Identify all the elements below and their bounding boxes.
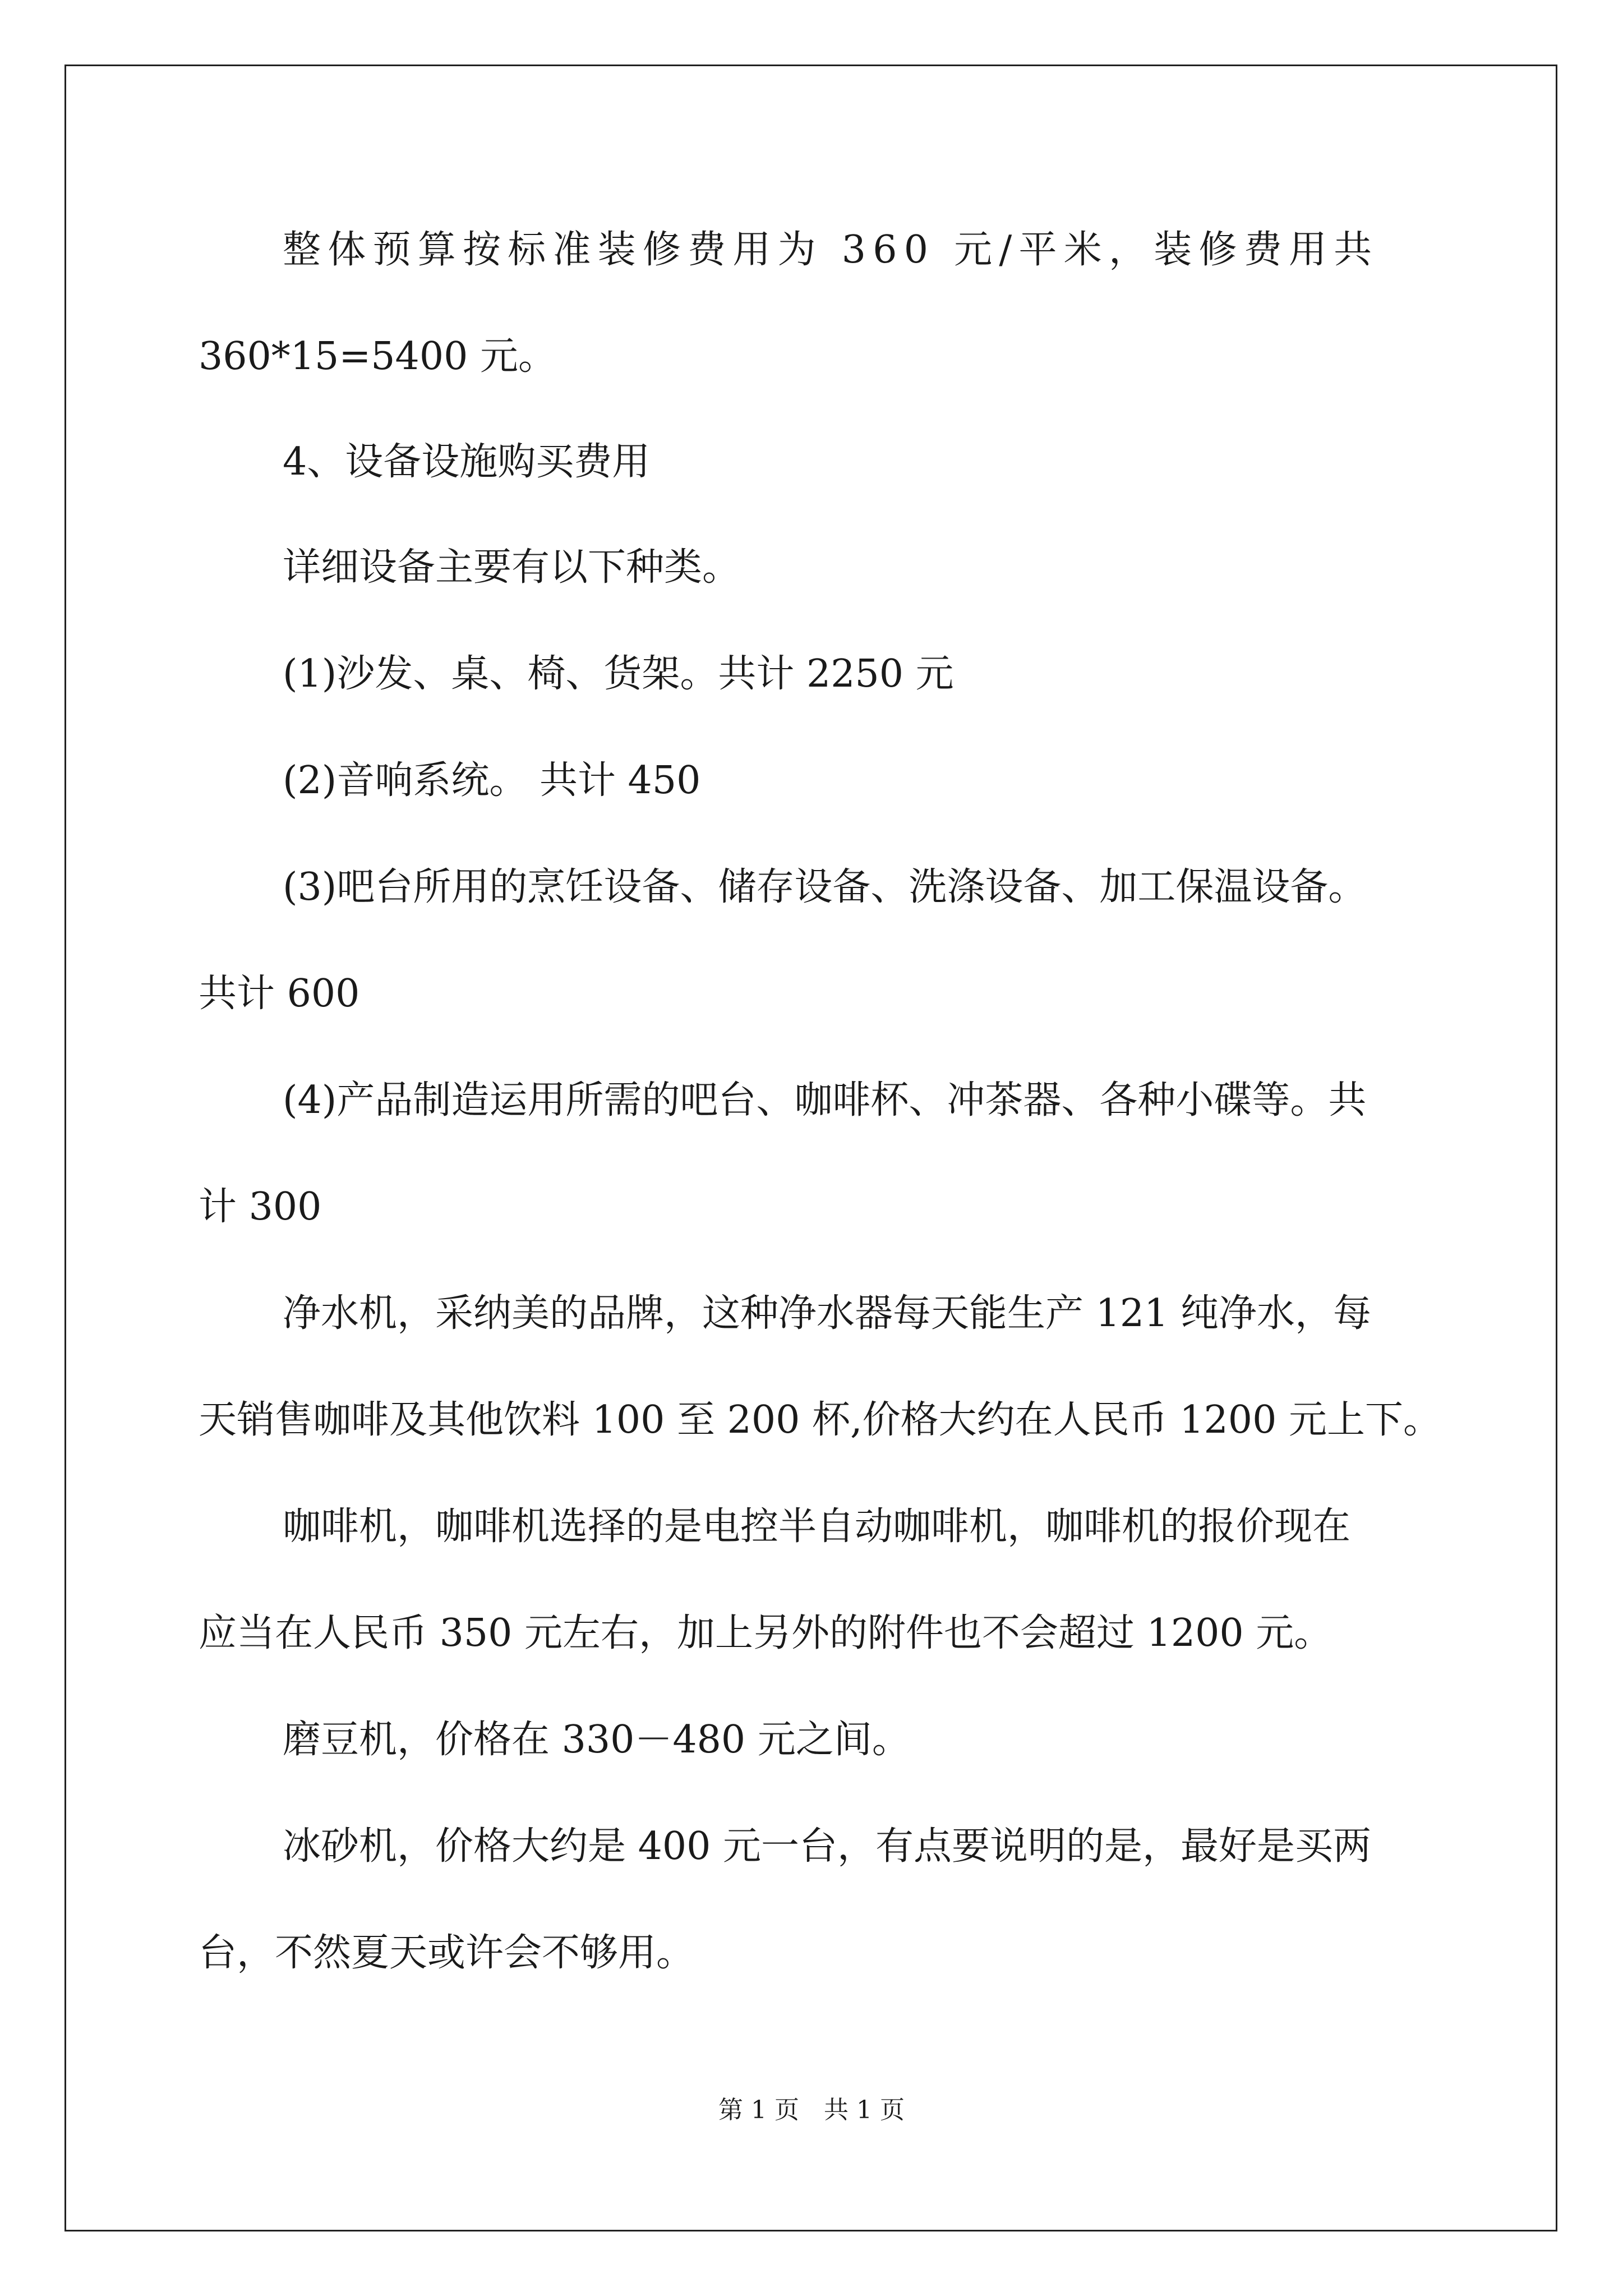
page-border <box>64 65 1557 2231</box>
paragraph-line: 磨豆机，价格在 330－480 元之间。 <box>283 1718 910 1762</box>
section-heading: 4、设备设施购买费用 <box>283 440 651 484</box>
paragraph-line: 冰砂机，价格大约是 400 元一台，有点要说明的是，最好是买两 <box>283 1824 1372 1869</box>
paragraph-line: 应当在人民币 350 元左右，加上另外的附件也不会超过 1200 元。 <box>199 1611 1332 1655</box>
list-item: (3)吧台所用的烹饪设备、储存设备、洗涤设备、加工保温设备。 <box>283 865 1367 909</box>
list-item: (2)音响系统。 共计 450 <box>283 758 701 803</box>
list-item: (1)沙发、桌、椅、货架。共计 2250 元 <box>283 652 954 696</box>
list-item: (4)产品制造运用所需的吧台、咖啡杯、冲茶器、各种小碟等。共 <box>283 1078 1367 1122</box>
paragraph-line: 净水机，采纳美的品牌，这种净水器每天能生产 121 纯净水，每 <box>283 1291 1372 1336</box>
list-item-continuation: 计 300 <box>199 1185 322 1229</box>
paragraph-line: 360*15=5400 元。 <box>199 334 556 379</box>
paragraph-line: 天销售咖啡及其他饮料 100 至 200 杯,价格大约在人民币 1200 元上下。 <box>199 1398 1441 1442</box>
list-item-continuation: 共计 600 <box>199 972 360 1016</box>
paragraph-line: 整体预算按标准装修费用为 360 元/平米，装修费用共 <box>283 228 1379 272</box>
paragraph-line: 台，不然夏天或许会不够用。 <box>199 1931 695 1975</box>
paragraph-line: 详细设备主要有以下种类。 <box>283 545 741 590</box>
paragraph-line: 咖啡机，咖啡机选择的是电控半自动咖啡机，咖啡机的报价现在 <box>283 1504 1351 1549</box>
page-number: 第 1 页 共 1 页 <box>718 2096 905 2124</box>
